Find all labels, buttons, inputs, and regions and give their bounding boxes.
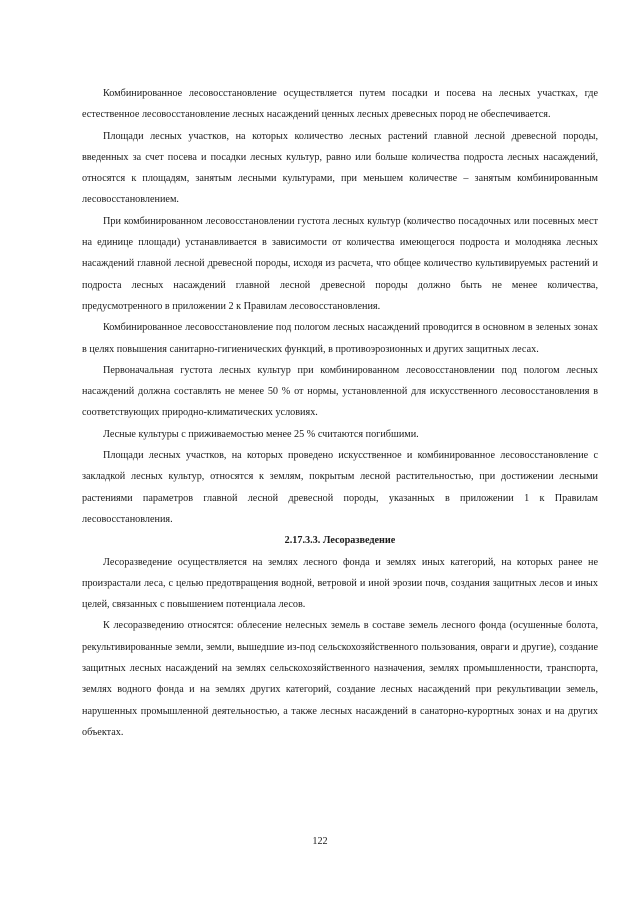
document-body	[82, 83, 598, 743]
paragraph-6: Лесные культуры с приживаемостью менее 25 % считаются погибшими.	[103, 428, 419, 440]
paragraph-8: Лесоразведение осуществляется на землях лесного фонда и землях иных категорий, на которых ранее не произрастали леса, с целью предотвращения водной, ветровой и иной эрозии почв, создания защитных лесов и иных целей, связанных с повышением потенциала лесов.	[82, 556, 598, 611]
paragraph-9: К лесоразведению относятся: облесение нелесных земель в составе земель лесного фонда (осушенные болота, рекультивированные земли, земли, вышедшие из-под сельскохозяйственного пользования, овраги и другие), создание защитных лесных насаждений на землях сельскохозяйственного назначения, землях промышленности, транспорта, землях водного фонда и на землях других категорий, создание лесных насаждений при рекультивации земель, нарушенных промышленной деятельностью, а также лесных насаждений в санаторно-курортных зонах и на других объектах.	[82, 620, 598, 738]
paragraph-4: Комбинированное лесовосстановление под пологом лесных насаждений проводится в основном в зеленых зонах в целях повышения санитарно-гигиенических функций, в противоэрозионных и других защитных лесах.	[82, 322, 598, 355]
paragraph-3: При комбинированном лесовосстановлении густота лесных культур (количество посадочных или посевных мест на единице площади) устанавливается в зависимости от количества имеющегося подроста и молодняка лесных насаждений главной лесной древесной породы, исходя из расчета, что общее количество культивируемых растений и подроста лесных насаждений главной лесной древесной породы должно быть не менее количества, предусмотренного в приложении 2 к Правилам лесовосстановления.	[82, 215, 598, 312]
paragraph-2: Площади лесных участков, на которых количество лесных растений главной лесной древесной породы, введенных за счет посева и посадки лесных культур, равно или больше количества подроста лесных насаждений, относятся к площадям, занятым лесными культурами, при меньшем количестве – занятым комбинированным лесовосстановлением.	[82, 130, 598, 206]
section-heading: 2.17.3.3. Лесоразведение	[284, 535, 396, 547]
paragraph-5: Первоначальная густота лесных культур при комбинированном лесовосстановлении под пологом лесных насаждений должна составлять не менее 50 % от нормы, установленной для искусственного лесовосстановления в соответствующих природно-климатических условиях.	[82, 364, 598, 419]
paragraph-7: Площади лесных участков, на которых проведено искусственное и комбинированное лесовосстановление с закладкой лесных культур, относятся к землям, покрытым лесной растительностью, при достижении лесными растениями параметров главной лесной древесной породы, указанных в приложении 1 к Правилам лесовосстановления.	[82, 450, 598, 525]
paragraph-1: Комбинированное лесовосстановление осуществляется путем посадки и посева на лесных участках, где естественное лесовосстановление лесных насаждений ценных лесных древесных пород не обеспечивается.	[82, 88, 598, 121]
page-number: 122	[312, 836, 328, 847]
